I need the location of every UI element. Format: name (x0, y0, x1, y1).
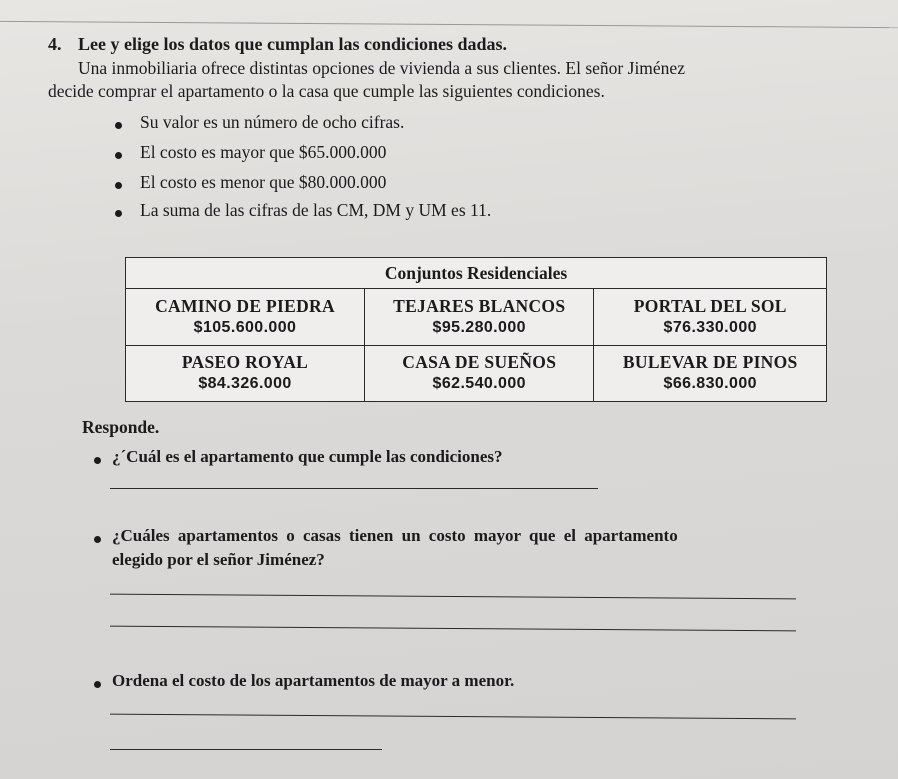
responde-label: Responde. (82, 417, 160, 437)
exercise-heading: Lee y elige los datos que cumplan las condiciones dadas. (78, 34, 508, 54)
property-name: CAMINO DE PIEDRA (155, 295, 335, 316)
property-price: $76.330.000 (663, 318, 757, 336)
answer-line-q3-b[interactable] (110, 749, 382, 750)
bullet-icon (115, 182, 122, 189)
question-2-line-1: ¿Cuáles apartamentos o casas tienen un costo mayor que el apartamento (112, 526, 678, 545)
question-1: ¿´Cuál es el apartamento que cumple las condiciones? (112, 447, 503, 466)
property-price: $66.830.000 (663, 375, 757, 393)
question-2-line-2: elegido por el señor Jiménez? (112, 550, 325, 569)
property-cell (126, 289, 365, 346)
property-cell (365, 289, 594, 346)
property-price: $84.326.000 (198, 375, 292, 393)
bullet-icon (115, 210, 122, 217)
property-name: BULEVAR DE PINOS (622, 352, 798, 373)
condition-1: Su valor es un número de ocho cifras. (140, 112, 405, 132)
condition-4: La suma de las cifras de las CM, DM y UM es 11. (140, 200, 492, 220)
answer-line-q3-a[interactable] (110, 714, 796, 720)
residential-table (125, 257, 827, 402)
property-price: $95.280.000 (432, 318, 526, 336)
answer-line-q2-a[interactable] (110, 594, 796, 600)
page-top-edge (0, 0, 898, 28)
exercise-number: 4. (48, 34, 62, 54)
property-cell (594, 345, 827, 402)
property-name: PORTAL DEL SOL (633, 295, 787, 316)
property-name: PASEO ROYAL (181, 352, 309, 373)
question-3: Ordena el costo de los apartamentos de mayor a menor. (112, 671, 515, 690)
property-cell (594, 289, 827, 346)
intro-line-2: decide comprar el apartamento o la casa que cumple las siguientes condiciones. (48, 81, 605, 101)
property-name: CASA DE SUEÑOS (402, 352, 557, 373)
property-price: $62.540.000 (432, 375, 526, 393)
condition-3: El costo es menor que $80.000.000 (140, 172, 387, 192)
intro-line-1: Una inmobiliaria ofrece distintas opciones de vivienda a sus clientes. El señor Jiménez (78, 58, 685, 78)
property-cell (126, 345, 365, 402)
bullet-icon (115, 152, 122, 159)
answer-line-q2-b[interactable] (110, 626, 796, 632)
answer-line-q1[interactable] (110, 488, 598, 489)
property-cell (365, 345, 594, 402)
bullet-icon (94, 681, 101, 688)
property-name: TEJARES BLANCOS (393, 295, 566, 316)
bullet-icon (115, 122, 122, 129)
bullet-icon (94, 536, 101, 543)
bullet-icon (94, 457, 101, 464)
condition-2: El costo es mayor que $65.000.000 (140, 142, 387, 162)
property-price: $105.600.000 (193, 318, 297, 336)
table-title: Conjuntos Residenciales (126, 258, 827, 289)
